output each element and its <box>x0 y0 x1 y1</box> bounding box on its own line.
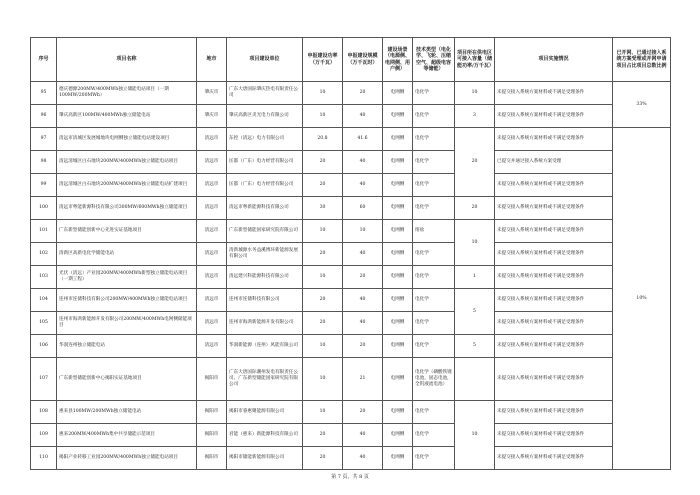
cell-seq: 101 <box>31 220 57 243</box>
cell-seq: 107 <box>31 358 57 401</box>
cell-grid-capacity: 1 <box>455 266 495 289</box>
cell-scale: 40 <box>343 151 383 174</box>
cell-seq: 108 <box>31 401 57 424</box>
cell-status: 未提交接入系统方案材料或不满足受理条件 <box>495 312 613 335</box>
cell-name: 清远清城区白石地块200MW/400MWh独立储能电站项目 <box>57 151 197 174</box>
header-tech: 技术类型（电化学、飞轮、压缩空气、超级电容等储能） <box>413 38 455 82</box>
cell-unit: 清远市粤新能源科技有限公司 <box>227 197 303 220</box>
cell-capacity: 10 <box>303 335 343 358</box>
cell-scenario: 电网侧 <box>383 174 413 197</box>
cell-status: 未提交接入系统方案材料或不满足受理条件 <box>495 128 613 151</box>
storage-project-table <box>30 37 671 470</box>
cell-seq: 103 <box>31 266 57 289</box>
cell-grid-capacity: 10 <box>455 220 495 266</box>
cell-seq: 96 <box>31 105 57 128</box>
cell-capacity: 10 <box>303 266 343 289</box>
cell-scale: 40 <box>343 312 383 335</box>
cell-scenario: 电网侧 <box>383 447 413 470</box>
cell-capacity: 20.8 <box>303 128 343 151</box>
cell-scenario: 电网侧 <box>383 128 413 151</box>
cell-unit: 君能（惠来）新能源科技有限公司 <box>227 424 303 447</box>
cell-scenario: 电网侧 <box>383 105 413 128</box>
cell-city: 揭阳市 <box>197 424 227 447</box>
cell-scenario: 电网侧 <box>383 82 413 105</box>
cell-seq: 97 <box>31 128 57 151</box>
cell-scenario: 电网侧 <box>383 243 413 266</box>
cell-unit: 东控（清远）电力有限公司 <box>227 128 303 151</box>
cell-name: 惠来县100MW/200MWh独立储能电站 <box>57 401 197 424</box>
cell-ratio: 33% <box>613 82 671 128</box>
cell-unit: 揭阳市储能新能源有限公司 <box>227 447 303 470</box>
cell-city: 清远市 <box>197 151 227 174</box>
cell-scenario: 电网侧 <box>383 312 413 335</box>
cell-name: 清远市清城区发展城地块电网侧独立储能电站建设项目 <box>57 128 197 151</box>
cell-status: 未提交接入系统方案材料或不满足受理条件 <box>495 335 613 358</box>
table-row <box>31 82 671 105</box>
cell-grid-capacity: 5 <box>455 335 495 358</box>
cell-scenario: 电网侧 <box>383 424 413 447</box>
cell-capacity: 20 <box>303 289 343 312</box>
table-row <box>31 358 671 401</box>
cell-grid-capacity <box>455 358 495 401</box>
cell-unit: 连州市连储科技有限公司 <box>227 289 303 312</box>
header-city: 地市 <box>197 38 227 82</box>
cell-unit: 清远建兴科能源科技有限公司 <box>227 266 303 289</box>
cell-scenario: 电网侧 <box>383 266 413 289</box>
cell-city: 肇庆市 <box>197 82 227 105</box>
header-declared-scale: 申报建设规模（万千瓦时） <box>343 38 383 82</box>
cell-city: 清远市 <box>197 220 227 243</box>
cell-name: 肇庆高新区100MW/400MWh独立储能电站 <box>57 105 197 128</box>
cell-scenario: 电网侧 <box>383 401 413 424</box>
cell-scale: 40 <box>343 243 383 266</box>
cell-scale: 40 <box>343 424 383 447</box>
cell-city: 清远市 <box>197 197 227 220</box>
table-row <box>31 312 671 335</box>
cell-unit: 广东新型储能国家研究院有限公司 <box>227 220 303 243</box>
cell-tech: 电化学 <box>413 197 455 220</box>
cell-city: 清远市 <box>197 289 227 312</box>
cell-status: 未提交接入系统方案材料或不满足受理条件 <box>495 266 613 289</box>
table-row <box>31 243 671 266</box>
cell-status: 未提交接入系统方案材料或不满足受理条件 <box>495 358 613 401</box>
table-row <box>31 197 671 220</box>
cell-capacity: 10 <box>303 401 343 424</box>
cell-status: 未提交接入系统方案材料或不满足受理条件 <box>495 401 613 424</box>
cell-grid-capacity: 10 <box>455 82 495 105</box>
table-row <box>31 151 671 174</box>
cell-grid-capacity: 5 <box>455 289 495 335</box>
cell-city: 肇庆市 <box>197 105 227 128</box>
cell-scenario: 电网侧 <box>383 289 413 312</box>
cell-seq: 100 <box>31 197 57 220</box>
cell-capacity: 20 <box>303 312 343 335</box>
cell-tech: 电化学 <box>413 401 455 424</box>
table-row <box>31 335 671 358</box>
cell-seq: 109 <box>31 424 57 447</box>
cell-scale: 40 <box>343 105 383 128</box>
header-scenario: 建设场景（电源侧、电网侧、用户侧） <box>383 38 413 82</box>
cell-tech: 电化学 <box>413 82 455 105</box>
cell-seq: 98 <box>31 151 57 174</box>
cell-name: 揭阳产业转移工业园200MW/400MWh独立储能电站项目 <box>57 447 197 470</box>
header-row <box>31 38 671 82</box>
cell-city: 清远市 <box>197 243 227 266</box>
table-row <box>31 105 671 128</box>
cell-city: 清远市 <box>197 312 227 335</box>
cell-unit: 广东大唐国际肇庆热电有限责任公司 <box>227 82 303 105</box>
cell-unit: 广东大唐国际潮州发电有限责任公司、广东新型储能国家研究院有限公司 <box>227 358 303 401</box>
cell-status: 未提交接入系统方案材料或不满足受理条件 <box>495 424 613 447</box>
cell-name: 华润连州独立储能电站 <box>57 335 197 358</box>
cell-scenario: 电网侧 <box>383 197 413 220</box>
cell-capacity: 20 <box>303 243 343 266</box>
cell-seq: 110 <box>31 447 57 470</box>
cell-name: 光伏（清远）产业园200MW/400MWh新型独立储能电站项目（一期工程） <box>57 266 197 289</box>
cell-name: 清远清城区白石地块200MW/400MWh独立储能电站扩建项目 <box>57 174 197 197</box>
cell-ratio: 10% <box>613 128 671 470</box>
cell-name: 清远市粤能新源科技有限公司300MW/600MWh独立储能项目 <box>57 197 197 220</box>
cell-tech: 电化学 <box>413 174 455 197</box>
cell-tech: 电化学（磷酸铁锂电池，固态电池，全钒液流电池） <box>413 358 455 401</box>
cell-grid-capacity: 20 <box>455 197 495 220</box>
cell-name: 惠来200MW/400MWh集中共享储能示范项目 <box>57 424 197 447</box>
cell-unit: 连州市海鸿新能源开发有限公司 <box>227 312 303 335</box>
header-name: 项目名称 <box>57 38 197 82</box>
cell-city: 清远市 <box>197 266 227 289</box>
cell-capacity: 20 <box>303 424 343 447</box>
cell-scale: 21 <box>343 358 383 401</box>
cell-capacity: 10 <box>303 358 343 401</box>
cell-status: 未提交接入系统方案材料或不满足受理条件 <box>495 243 613 266</box>
table-row <box>31 401 671 424</box>
cell-unit: 匡都（广东）电力经营有限公司 <box>227 151 303 174</box>
cell-capacity: 10 <box>303 82 343 105</box>
cell-city: 揭阳市 <box>197 401 227 424</box>
cell-scale: 40 <box>343 174 383 197</box>
cell-scale: 20 <box>343 335 383 358</box>
cell-seq: 105 <box>31 312 57 335</box>
cell-scale: 20 <box>343 401 383 424</box>
cell-seq: 102 <box>31 243 57 266</box>
cell-capacity: 20 <box>303 447 343 470</box>
table-row <box>31 289 671 312</box>
cell-seq: 99 <box>31 174 57 197</box>
page-number: 第 7 页，共 8 页 <box>331 474 369 480</box>
cell-seq: 106 <box>31 335 57 358</box>
cell-unit: 华润新能源（连州）风能有限公司 <box>227 335 303 358</box>
cell-city: 揭阳市 <box>197 358 227 401</box>
header-seq: 序号 <box>31 38 57 82</box>
cell-scale: 60 <box>343 197 383 220</box>
table-row <box>31 424 671 447</box>
cell-tech: 电化学 <box>413 266 455 289</box>
table-row <box>31 447 671 470</box>
cell-status: 未提交接入系统方案材料或不满足受理条件 <box>495 289 613 312</box>
cell-scale: 20 <box>343 82 383 105</box>
cell-name: 德庆德源200MW/400MWh独立储能电站项目（一期100MW/200MWh） <box>57 82 197 105</box>
cell-seq: 104 <box>31 289 57 312</box>
header-ratio: 已开网、已通过接入系统方案受理或并网申请项目占比项目总数比例 <box>613 38 671 82</box>
cell-scenario: 电网侧 <box>383 151 413 174</box>
cell-capacity: 10 <box>303 105 343 128</box>
cell-scale: 40 <box>343 289 383 312</box>
cell-name: 广东新型储能创新中心揭阳实证基地项目 <box>57 358 197 401</box>
cell-grid-capacity: 20 <box>455 128 495 197</box>
cell-tech: 熔盐 <box>413 220 455 243</box>
table-row <box>31 174 671 197</box>
cell-tech: 电化学 <box>413 289 455 312</box>
cell-scale: 20 <box>343 266 383 289</box>
cell-tech: 电化学 <box>413 312 455 335</box>
table-row <box>31 220 671 243</box>
cell-unit: 匡都（广东）电力经营有限公司 <box>227 174 303 197</box>
cell-capacity: 20 <box>303 174 343 197</box>
header-status: 项目实施情况 <box>495 38 613 82</box>
cell-scale: 10 <box>343 220 383 243</box>
cell-seq: 95 <box>31 82 57 105</box>
cell-tech: 电化学 <box>413 243 455 266</box>
header-unit: 项目建设单位 <box>227 38 303 82</box>
cell-name: 清新区高新电化学储能电站 <box>57 243 197 266</box>
cell-city: 清远市 <box>197 128 227 151</box>
cell-tech: 电化学 <box>413 424 455 447</box>
cell-scenario: 电网侧 <box>383 358 413 401</box>
header-grid-capacity: 项目所在供电区可接入容量（储能功率/万千瓦） <box>455 38 495 82</box>
cell-city: 揭阳市 <box>197 447 227 470</box>
cell-tech: 电化学 <box>413 105 455 128</box>
cell-city: 清远市 <box>197 174 227 197</box>
cell-status: 未提交接入系统方案材料或不满足受理条件 <box>495 197 613 220</box>
cell-name: 广东新型储能创新中心先进实证基地项目 <box>57 220 197 243</box>
cell-unit: 清新城源水务益溪博环新能源发展有限公司 <box>227 243 303 266</box>
cell-name: 连州市连储科技有限公司200MW/400MWh独立储能电站项目 <box>57 289 197 312</box>
cell-scale: 40 <box>343 447 383 470</box>
cell-grid-capacity: 10 <box>455 401 495 470</box>
cell-capacity: 10 <box>303 220 343 243</box>
cell-capacity: 30 <box>303 197 343 220</box>
cell-status: 未提交接入系统方案材料或不满足受理条件 <box>495 447 613 470</box>
cell-tech: 电化学 <box>413 447 455 470</box>
cell-unit: 肇庆高新区炎光电力有限公司 <box>227 105 303 128</box>
cell-status: 未提交接入系统方案材料或不满足受理条件 <box>495 174 613 197</box>
cell-tech: 电化学 <box>413 128 455 151</box>
cell-city: 清远市 <box>197 335 227 358</box>
table-row <box>31 128 671 151</box>
header-declared-capacity: 申报建设功率（万千瓦） <box>303 38 343 82</box>
cell-status: 已提交并通过接入系统方案受理 <box>495 151 613 174</box>
cell-name: 连州市海鸿新能源开发有限公司200MW/400MWh电网侧储能项目 <box>57 312 197 335</box>
cell-scenario: 电网侧 <box>383 220 413 243</box>
cell-status: 未提交接入系统方案材料或不满足受理条件 <box>495 220 613 243</box>
cell-status: 未提交接入系统方案材料或不满足受理条件 <box>495 82 613 105</box>
cell-unit: 揭阳市睿惠聚能源有限公司 <box>227 401 303 424</box>
cell-tech: 电化学 <box>413 151 455 174</box>
cell-status: 未提交接入系统方案材料或不满足受理条件 <box>495 105 613 128</box>
cell-scenario: 电网侧 <box>383 335 413 358</box>
table-row <box>31 266 671 289</box>
cell-capacity: 20 <box>303 151 343 174</box>
cell-tech: 电化学 <box>413 335 455 358</box>
cell-grid-capacity: 3 <box>455 105 495 128</box>
cell-scale: 41.6 <box>343 128 383 151</box>
